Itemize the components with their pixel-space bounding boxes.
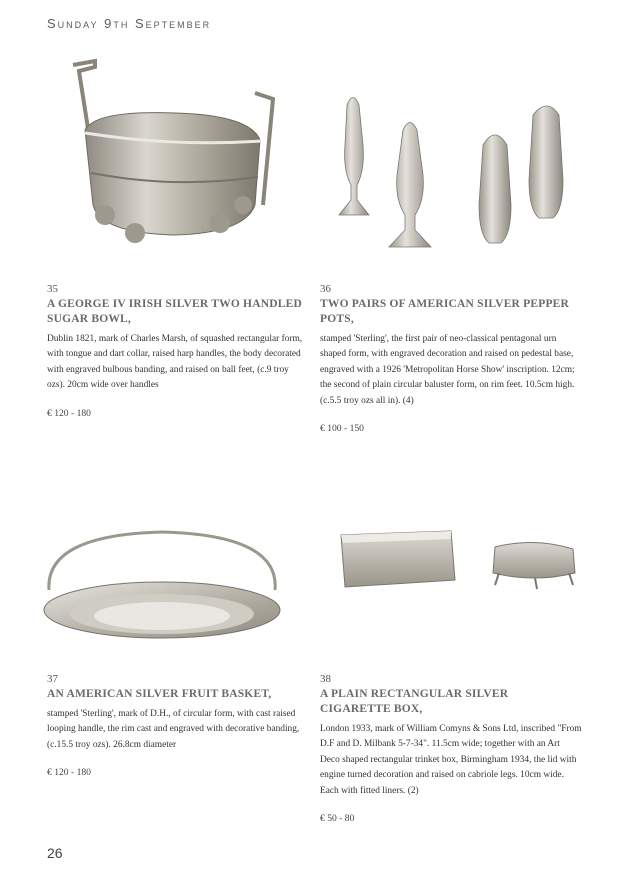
lot-price: € 100 - 150 — [320, 423, 364, 435]
lot-38 — [320, 673, 582, 824]
fruit-basket-image — [35, 530, 290, 660]
sugar-bowl-image — [55, 55, 280, 255]
lot-number: 36 — [320, 283, 331, 295]
lot-description: stamped 'Sterling', the first pair of neo-classical pentagonal urn shaped form, with engraved decoration and raised on pedestal base, engraved with a 1926 'Metropolitan Horse Show' inscription. 12cm; the second of plain circular baluster form, on rim feet. 10.5cm high. (c.5.5 troy ozs all in). (4) — [320, 334, 575, 406]
lot-title: AN AMERICAN SILVER FRUIT BASKET, — [47, 688, 272, 700]
lot-description: London 1933, mark of William Comyns & Sons Ltd, inscribed "From D.F and D. Milbank 5-7-34". 11.5cm wide; together with an Art Deco shaped rectangular trinket box, Birmingham 1934, the lid with engine turned decoration and raised on cabriole legs. 10cm wide. Each with fitted liners. (2) — [320, 724, 582, 796]
lot-title: A PLAIN RECTANGULAR SILVER CIGARETTE BOX, — [320, 688, 509, 715]
lot-number: 38 — [320, 673, 331, 685]
page-header-date: Sunday 9th September — [47, 16, 212, 31]
lot-37 — [47, 673, 309, 778]
pepper-pots-image — [325, 85, 575, 255]
lot-number: 37 — [47, 673, 58, 685]
page-number: 26 — [47, 845, 63, 861]
lot-price: € 50 - 80 — [320, 813, 355, 825]
lot-description: Dublin 1821, mark of Charles Marsh, of squashed rectangular form, with tongue and dart collar, raised harp handles, the body decorated with engraved bulbous banding, and raised on ball feet, (c.9 troy ozs). 20cm wide over handles — [47, 334, 303, 391]
cigarette-box-image — [335, 525, 585, 600]
lot-title: TWO PAIRS OF AMERICAN SILVER PEPPER POTS, — [320, 298, 570, 325]
lot-price: € 120 - 180 — [47, 407, 91, 419]
lot-description: stamped 'Sterling', mark of D.H., of circular form, with cast raised looping handle, the rim cast and engraved with decorative banding, (c.15.5 troy ozs). 26.8cm diameter — [47, 709, 300, 750]
lot-price: € 120 - 180 — [47, 767, 91, 779]
lot-title: A GEORGE IV IRISH SILVER TWO HANDLED SUGAR BOWL, — [47, 298, 302, 325]
lot-36 — [320, 283, 582, 434]
lot-35 — [47, 283, 309, 419]
lot-number: 35 — [47, 283, 58, 295]
